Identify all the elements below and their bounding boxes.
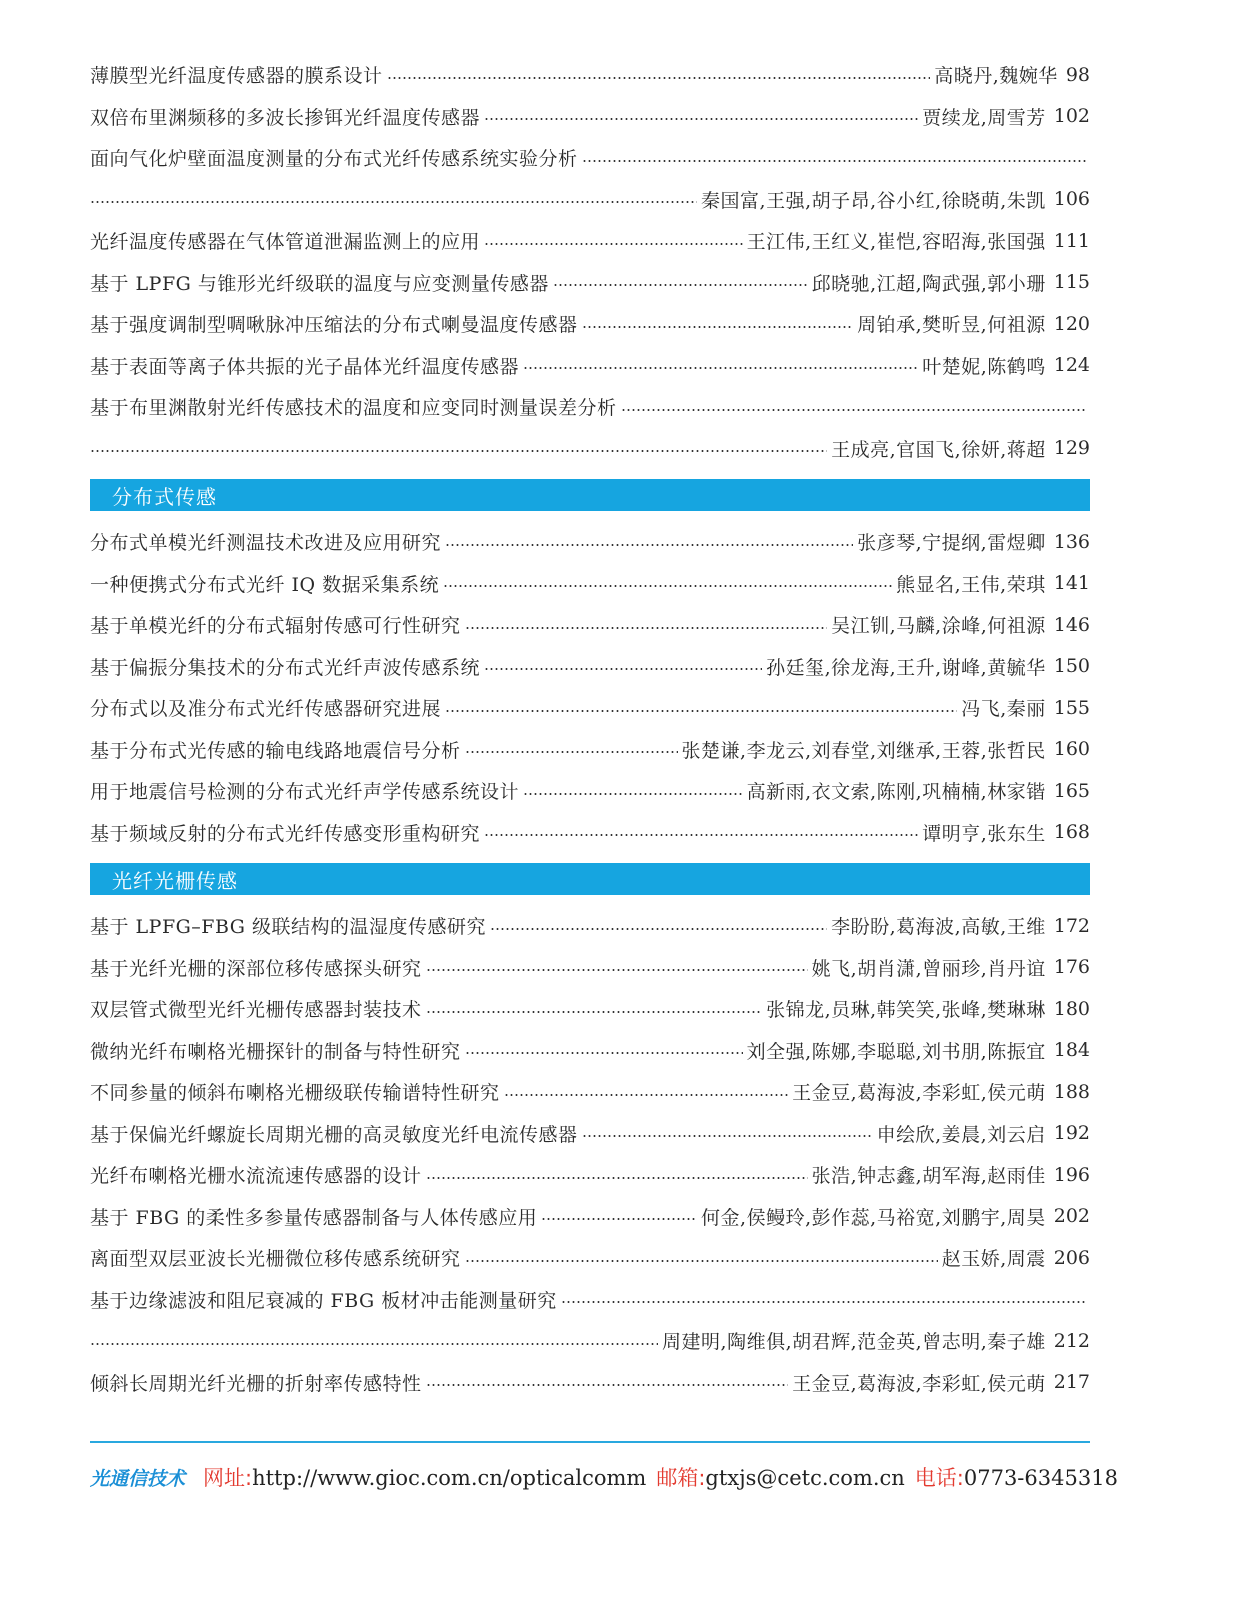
entry-page: 150 xyxy=(1053,655,1090,678)
entry-page: 168 xyxy=(1053,821,1090,844)
dot-leader xyxy=(387,77,931,79)
dot-leader xyxy=(582,160,1086,162)
toc-entry[interactable] xyxy=(90,1362,1090,1404)
entry-page: 136 xyxy=(1053,530,1090,553)
entry-page: 188 xyxy=(1053,1080,1090,1103)
entry-title: 基于偏振分集技术的分布式光纤声波传感系统 xyxy=(90,656,481,679)
entry-authors: 刘全强,陈娜,李聪聪,刘书朋,陈振宜 xyxy=(746,1040,1046,1063)
entry-authors: 王江伟,王红义,崔恺,容昭海,张国强 xyxy=(746,231,1046,254)
entry-page: 155 xyxy=(1053,696,1090,719)
table-of-contents xyxy=(90,54,1090,1403)
entry-authors: 谭明亨,张东生 xyxy=(922,822,1046,845)
dot-leader xyxy=(445,710,957,712)
website-link[interactable]: http://www.gioc.com.cn/opticalcomm xyxy=(252,1466,647,1490)
entry-title: 基于频域反射的分布式光纤传感变形重构研究 xyxy=(90,822,481,845)
entry-authors: 申绘欣,姜晨,刘云启 xyxy=(876,1123,1046,1146)
entry-page: 202 xyxy=(1053,1205,1090,1228)
dot-leader xyxy=(504,1094,789,1096)
dot-leader xyxy=(426,1384,789,1386)
dot-leader xyxy=(523,793,743,795)
toc-entry[interactable] xyxy=(90,1237,1090,1279)
entry-page: 180 xyxy=(1053,997,1090,1020)
entry-authors: 孙廷玺,徐龙海,王升,谢峰,黄毓华 xyxy=(766,656,1046,679)
entry-authors: 张锦龙,员琳,韩笑笑,张峰,樊琳琳 xyxy=(766,999,1046,1022)
entry-page: 196 xyxy=(1053,1163,1090,1186)
toc-entry[interactable] xyxy=(90,345,1090,387)
entry-authors: 赵玉娇,周震 xyxy=(941,1248,1046,1271)
entry-authors: 冯飞,秦丽 xyxy=(961,698,1046,721)
toc-entry[interactable] xyxy=(90,96,1090,138)
toc-entry[interactable] xyxy=(90,386,1090,428)
toc-entry[interactable] xyxy=(90,1196,1090,1238)
entry-authors: 周铂承,樊昕昱,何祖源 xyxy=(857,314,1046,337)
entry-page: 192 xyxy=(1053,1122,1090,1145)
toc-entry[interactable] xyxy=(90,1279,1090,1321)
entry-title: 一种便携式分布式光纤 IQ 数据采集系统 xyxy=(90,573,440,596)
toc-entry-continuation[interactable] xyxy=(90,179,1090,221)
toc-entry[interactable] xyxy=(90,220,1090,262)
entry-page: 160 xyxy=(1053,738,1090,761)
entry-title: 双倍布里渊频移的多波长掺铒光纤温度传感器 xyxy=(90,106,481,129)
toc-entry[interactable] xyxy=(90,988,1090,1030)
entry-page: 102 xyxy=(1053,105,1090,128)
entry-page: 120 xyxy=(1053,312,1090,335)
entry-page: 212 xyxy=(1053,1329,1090,1352)
dot-leader xyxy=(90,450,827,452)
entry-authors: 秦国富,王强,胡子昂,谷小红,徐晓萌,朱凯 xyxy=(701,189,1046,212)
entry-title: 基于布里渊散射光纤传感技术的温度和应变同时测量误差分析 xyxy=(90,397,617,420)
dot-leader xyxy=(621,409,1086,411)
email-link[interactable]: gtxjs@cetc.com.cn xyxy=(705,1466,905,1490)
dot-leader xyxy=(561,1301,1086,1303)
entry-title: 基于保偏光纤螺旋长周期光栅的高灵敏度光纤电流传感器 xyxy=(90,1123,578,1146)
website-label: 网址: xyxy=(203,1466,253,1490)
entry-authors: 高新雨,衣文索,陈刚,巩楠楠,林家锴 xyxy=(746,781,1046,804)
entry-title: 离面型双层亚波长光栅微位移传感系统研究 xyxy=(90,1248,461,1271)
entry-title: 微纳光纤布喇格光栅探针的制备与特性研究 xyxy=(90,1040,461,1063)
toc-entry[interactable] xyxy=(90,604,1090,646)
entry-title: 基于强度调制型啁啾脉冲压缩法的分布式喇曼温度传感器 xyxy=(90,314,578,337)
dot-leader xyxy=(484,118,918,120)
toc-entry[interactable] xyxy=(90,137,1090,179)
entry-title: 基于边缘滤波和阻尼衰减的 FBG 板材冲击能测量研究 xyxy=(90,1289,557,1312)
dot-leader xyxy=(465,1260,938,1262)
entry-title: 基于 FBG 的柔性多参量传感器制备与人体传感应用 xyxy=(90,1206,538,1229)
toc-entry-continuation[interactable] xyxy=(90,1320,1090,1362)
entry-title: 双层管式微型光纤光栅传感器封装技术 xyxy=(90,999,422,1022)
dot-leader xyxy=(465,751,678,753)
toc-entry[interactable] xyxy=(90,947,1090,989)
entry-authors: 吴江钏,马麟,涂峰,何祖源 xyxy=(831,615,1046,638)
dot-leader xyxy=(426,1177,808,1179)
entry-page: 129 xyxy=(1053,437,1090,460)
entry-authors: 张楚谦,李龙云,刘春堂,刘继承,王蓉,张哲民 xyxy=(681,739,1046,762)
dot-leader xyxy=(490,928,827,930)
toc-entry[interactable] xyxy=(90,1030,1090,1072)
phone-label: 电话: xyxy=(914,1466,964,1490)
entry-title: 基于 LPFG 与锥形光纤级联的温度与应变测量传感器 xyxy=(90,272,549,295)
toc-entry[interactable] xyxy=(90,905,1090,947)
dot-leader xyxy=(523,367,918,369)
dot-leader xyxy=(484,834,918,836)
section-heading-fbg: 光纤光栅传感 xyxy=(90,863,1090,895)
dot-leader xyxy=(553,284,808,286)
entry-page: 115 xyxy=(1053,271,1090,294)
section-heading-distributed: 分布式传感 xyxy=(90,479,1090,511)
journal-logo: 光通信技术 xyxy=(90,1468,186,1490)
entry-title: 光纤布喇格光栅水流流速传感器的设计 xyxy=(90,1165,422,1188)
entry-authors: 高晓丹,魏婉华 xyxy=(934,65,1058,88)
entry-title: 光纤温度传感器在气体管道泄漏监测上的应用 xyxy=(90,231,481,254)
entry-title: 分布式以及准分布式光纤传感器研究进展 xyxy=(90,698,442,721)
entry-authors: 王金豆,葛海波,李彩虹,侯元萌 xyxy=(792,1372,1046,1395)
entry-authors: 李盼盼,葛海波,高敏,王维 xyxy=(831,916,1046,939)
entry-page: 184 xyxy=(1053,1039,1090,1062)
toc-entry[interactable] xyxy=(90,1113,1090,1155)
dot-leader xyxy=(426,969,808,971)
toc-entry[interactable] xyxy=(90,1154,1090,1196)
entry-authors: 周建明,陶维俱,胡君辉,范金英,曾志明,秦子雄 xyxy=(662,1331,1046,1354)
toc-entry[interactable] xyxy=(90,1071,1090,1113)
entry-title: 薄膜型光纤温度传感器的膜系设计 xyxy=(90,65,383,88)
toc-entry[interactable] xyxy=(90,563,1090,605)
entry-title: 基于光纤光栅的深部位移传感探头研究 xyxy=(90,957,422,980)
phone-number: 0773-6345318 xyxy=(963,1466,1118,1490)
entry-authors: 叶楚妮,陈鹤鸣 xyxy=(922,355,1046,378)
entry-page: 141 xyxy=(1053,572,1090,595)
entry-page: 172 xyxy=(1053,914,1090,937)
dot-leader xyxy=(443,585,892,587)
dot-leader xyxy=(484,243,743,245)
dot-leader xyxy=(484,668,762,670)
toc-entry[interactable] xyxy=(90,303,1090,345)
entry-page: 217 xyxy=(1053,1371,1090,1394)
entry-authors: 王成亮,官国飞,徐妍,蒋超 xyxy=(831,438,1046,461)
entry-authors: 熊显名,王伟,荣琪 xyxy=(896,573,1046,596)
entry-title: 基于表面等离子体共振的光子晶体光纤温度传感器 xyxy=(90,355,520,378)
entry-authors: 张浩,钟志鑫,胡军海,赵雨佳 xyxy=(811,1165,1046,1188)
dot-leader xyxy=(445,544,853,546)
entry-title: 不同参量的倾斜布喇格光栅级联传输谱特性研究 xyxy=(90,1082,500,1105)
dot-leader xyxy=(582,1135,873,1137)
toc-entry[interactable] xyxy=(90,262,1090,304)
entry-authors: 姚飞,胡肖潇,曾丽珍,肖丹谊 xyxy=(811,957,1046,980)
entry-title: 基于 LPFG–FBG 级联结构的温湿度传感研究 xyxy=(90,916,487,939)
entry-page: 146 xyxy=(1053,613,1090,636)
entry-title: 面向气化炉壁面温度测量的分布式光纤传感系统实验分析 xyxy=(90,148,578,171)
entry-title: 基于单模光纤的分布式辐射传感可行性研究 xyxy=(90,615,461,638)
entry-authors: 王金豆,葛海波,李彩虹,侯元萌 xyxy=(792,1082,1046,1105)
footer-divider xyxy=(90,1441,1090,1443)
dot-leader xyxy=(465,1052,743,1054)
entry-authors: 贾续龙,周雪芳 xyxy=(922,106,1046,129)
toc-entry[interactable] xyxy=(90,521,1090,563)
entry-authors: 张彦琴,宁提纲,雷煜卿 xyxy=(857,532,1046,555)
entry-page: 111 xyxy=(1053,229,1090,252)
entry-page: 176 xyxy=(1053,956,1090,979)
toc-entry[interactable] xyxy=(90,729,1090,771)
footer xyxy=(90,1462,1128,1492)
toc-entry[interactable] xyxy=(90,687,1090,729)
entry-page: 165 xyxy=(1053,779,1090,802)
entry-title: 倾斜长周期光纤光栅的折射率传感特性 xyxy=(90,1372,422,1395)
entry-page: 124 xyxy=(1053,354,1090,377)
entry-title: 基于分布式光传感的输电线路地震信号分析 xyxy=(90,739,461,762)
dot-leader xyxy=(541,1218,697,1220)
toc-entry[interactable] xyxy=(90,812,1090,854)
toc-entry-continuation[interactable] xyxy=(90,428,1090,470)
dot-leader xyxy=(465,627,828,629)
toc-entry[interactable] xyxy=(90,646,1090,688)
dot-leader xyxy=(90,201,697,203)
entry-authors: 何金,侯鳗玲,彭作蕊,马裕宽,刘鹏宇,周昊 xyxy=(701,1206,1046,1229)
entry-title: 用于地震信号检测的分布式光纤声学传感系统设计 xyxy=(90,781,520,804)
entry-page: 98 xyxy=(1065,63,1090,86)
entry-authors: 邱晓驰,江超,陶武强,郭小珊 xyxy=(811,272,1046,295)
dot-leader xyxy=(582,326,854,328)
toc-entry[interactable] xyxy=(90,770,1090,812)
dot-leader xyxy=(426,1011,763,1013)
toc-entry[interactable] xyxy=(90,54,1090,96)
email-label: 邮箱: xyxy=(656,1466,706,1490)
entry-page: 206 xyxy=(1053,1246,1090,1269)
dot-leader xyxy=(90,1343,658,1345)
entry-page: 106 xyxy=(1053,188,1090,211)
entry-title: 分布式单模光纤测温技术改进及应用研究 xyxy=(90,532,442,555)
